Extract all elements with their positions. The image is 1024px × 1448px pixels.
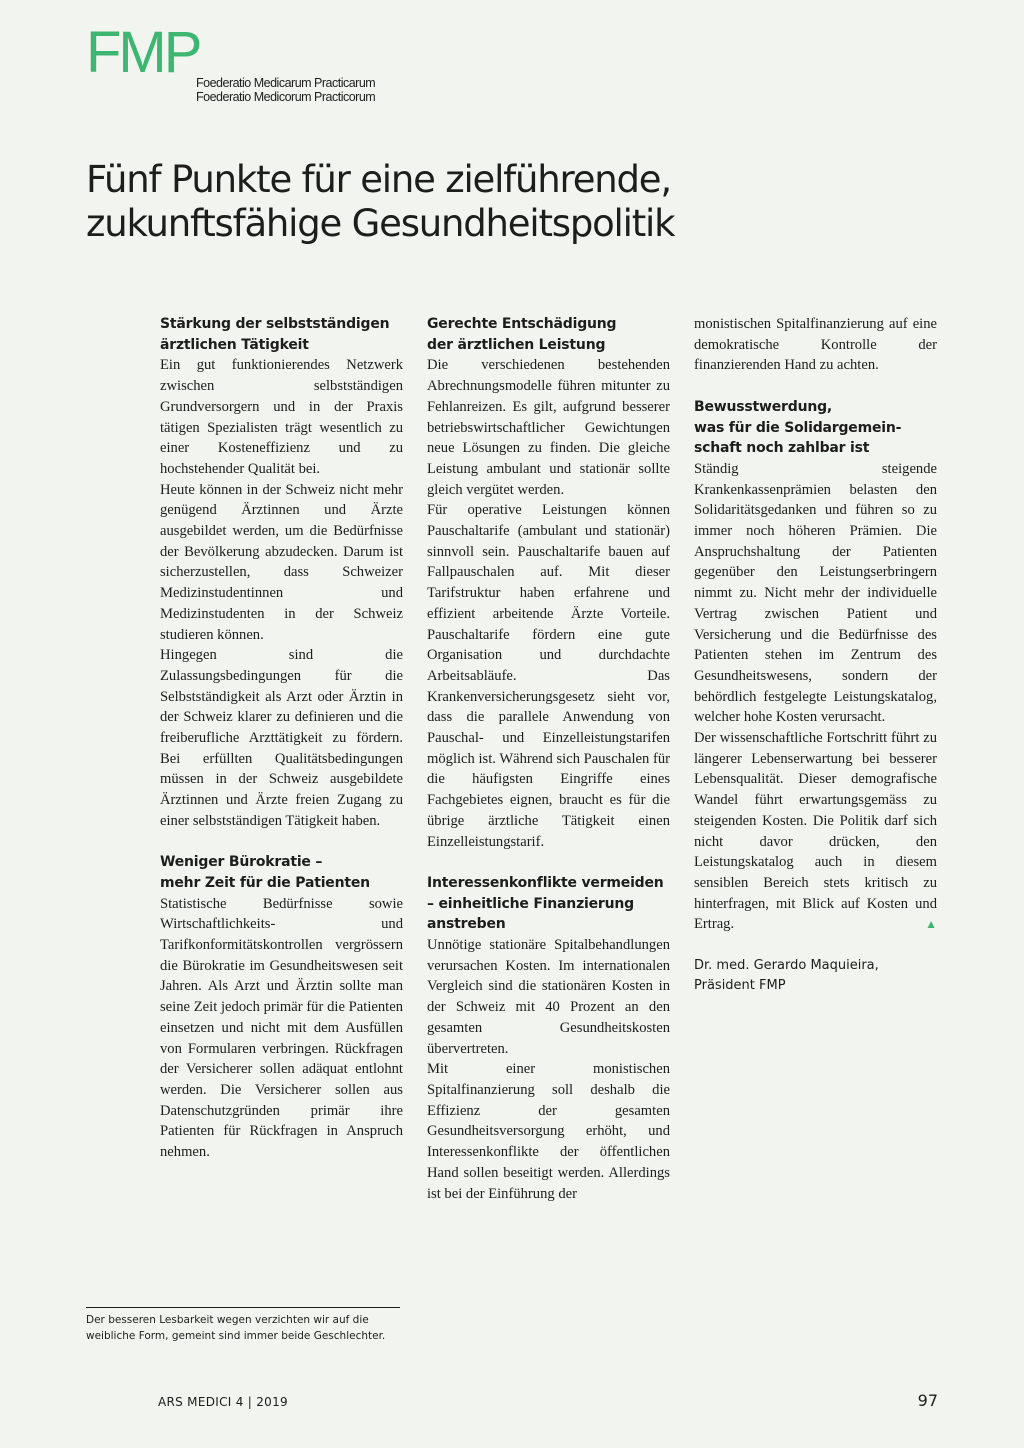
heading-line: Weniger Bürokratie – bbox=[160, 854, 323, 871]
title-line-2: zukunftsfähige Gesundheitspolitik bbox=[86, 202, 675, 245]
end-triangle-icon: ▲ bbox=[925, 917, 937, 932]
title-line-1: Fünf Punkte für eine zielführende, bbox=[86, 158, 671, 201]
heading-line: was für die Solidargemein- bbox=[694, 419, 902, 436]
paragraph: Statistische Bedürfnisse sowie Wirtschaftlichkeits- und Tarifkonformitätskontrollen vergrössern die Bürokratie im Gesundheitswesen seit Jahren. Als Arzt und Ärztin sollte man seine Zeit jedoch primär für die Patienten einsetzen und nicht mit dem Ausfüllen von Formularen verbringen. Rückfragen der Versicherer sollen adäquat entlohnt werden. Die Versicherer sollen aus Datenschutzgründen primär ihre Patienten für Rückfragen in Anspruch nehmen. bbox=[160, 895, 403, 1161]
heading-line: – einheitliche Finanzierung bbox=[427, 895, 634, 912]
section-heading bbox=[427, 314, 670, 355]
paragraph: Die verschiedenen bestehenden Abrechnungsmodelle führen mitunter zu Fehlanreizen. Es gilt, aufgrund besserer betriebswirtschaftlicher Gewichtungen neue Lösungen zu finden. Die gleiche Leistung ambulant und stationär sollte gleich vergütet werden. bbox=[427, 357, 670, 498]
heading-line: Bewusstwerdung, bbox=[694, 398, 833, 415]
heading-line: mehr Zeit für die Patienten bbox=[160, 874, 370, 891]
paragraph: Unnötige stationäre Spitalbehandlungen verursachen Kosten. Im internationalen Vergleich sind die stationären Kosten in der Schweiz mit 40 Prozent an den gesamten Gesundheitskosten übervertreten. bbox=[427, 937, 670, 1057]
paragraph: Ständig steigende Krankenkassenprämien belasten den Solidaritätsgedanken und führen so zu immer noch höheren Prämien. Die Anspruchshaltung der Patienten gegenüber den Leistungserbringern nimmt zu. Nicht mehr der individuelle Vertrag zwischen Patient und Versicherung und die Bedürfnisse des Patienten stehen im Zentrum des Gesundheitswesens, sondern der behördlich festgelegte Leistungskatalog, welcher hohe Kosten verursacht. bbox=[694, 460, 937, 726]
heading-line: schaft noch zahlbar ist bbox=[694, 440, 870, 457]
fmp-logo bbox=[86, 20, 406, 104]
page-title bbox=[86, 158, 946, 246]
section-heading bbox=[160, 852, 403, 893]
paragraph: Hingegen sind die Zulassungsbedingungen für die Selbstständigkeit als Arzt oder Ärztin in der Schweiz klarer zu definieren und die freiberufliche Arzttätigkeit zu fördern. Bei erfüllten Qualitätsbedingungen müssen in der Schweiz ausgebildete Ärztinnen und Ärzte freien Zugang zu einer selbstständigen Tätigkeit haben. bbox=[160, 647, 403, 829]
author-role: Präsident FMP bbox=[694, 978, 786, 994]
paragraph: monistischen Spitalfinanzierung auf eine demokratische Kontrolle der finanzierenden Hand zu achten. bbox=[694, 316, 937, 374]
paragraph: Heute können in der Schweiz nicht mehr genügend Ärztinnen und Ärzte ausgebildet werden, um die Bedürfnisse der Bevölkerung abzudecken. Darum ist sicherzustellen, dass Schweizer Medizinstudentinnen und Medizinstudenten in der Schweiz studieren können. bbox=[160, 481, 403, 643]
page-number: 97 bbox=[917, 1391, 938, 1410]
section-heading bbox=[427, 873, 670, 935]
paragraph bbox=[694, 728, 937, 935]
section-heading bbox=[160, 314, 403, 355]
author-name: Dr. med. Gerardo Maquieira, bbox=[694, 957, 879, 973]
footnote: Der besseren Lesbarkeit wegen verzichten wir auf die weibliche Form, gemeint sind immer beide Geschlechter. bbox=[86, 1314, 386, 1342]
heading-line: Gerechte Entschädigung bbox=[427, 316, 617, 332]
heading-line: anstreben bbox=[427, 916, 506, 933]
column-3 bbox=[694, 314, 937, 997]
paragraph: Mit einer monistischen Spitalfinanzierung soll deshalb die Effizienz der gesamten Gesundheitsversorgung erhöht, und Interessenkonflikte der öffentlichen Hand sollen beseitigt werden. Allerdings ist bei der Einführung der bbox=[427, 1061, 670, 1202]
heading-line: Stärkung der selbstständigen bbox=[160, 316, 390, 332]
logo-mark: FMP bbox=[86, 20, 200, 85]
column-1 bbox=[160, 314, 403, 1163]
column-2 bbox=[427, 314, 670, 1204]
heading-line: der ärztlichen Leistung bbox=[427, 336, 606, 353]
logo-line-2: Foederatio Medicorum Practicorum bbox=[196, 90, 376, 104]
footnote-divider bbox=[86, 1307, 400, 1308]
section-heading bbox=[694, 397, 937, 459]
paragraph: Ein gut funktionierendes Netzwerk zwischen selbstständigen Grundversorgern und in der Praxis tätigen Spezialisten trägt wesentlich zu einer Kosteneffizienz und zu hochstehender Qualität bei. bbox=[160, 357, 403, 477]
paragraph: Für operative Leistungen können Pauschaltarife (ambulant und stationär) sinnvoll sein. Pauschaltarife bauen auf Fallpauschalen auf. Mit dieser Tarifstruktur haben erfahrene und effizient arbeitende Ärzte Vorteile. Pauschaltarife fördern eine gute Organisation und durchdachte Arbeitsabläufe. Das Krankenversicherungsgesetz sieht vor, dass die parallele Anwendung von Pauschal- und Einzelleistungstarifen möglich ist. Während sich Pauschalen für die häufigsten Eingriffe eines Fachgebietes eignen, braucht es für die übrige ärztliche Tätigkeit einen Einzelleistungstarif. bbox=[427, 502, 670, 850]
journal-issue: ARS MEDICI 4 | 2019 bbox=[158, 1395, 288, 1409]
heading-line: Interessenkonflikte vermeiden bbox=[427, 874, 664, 891]
paragraph-text: Der wissenschaftliche Fortschritt führt zu längerer Lebenserwartung bei besserer Lebensqualität. Dieser demografische Wandel führt erwartungsgemäss zu steigenden Kosten. Die Politik darf sich nicht davor drücken, den Leistungskatalog auch in diesem sensiblen Bereich stets kritisch zu hinterfragen, mit Blick auf Kosten und Ertrag. bbox=[694, 730, 937, 933]
heading-line: ärztlichen Tätigkeit bbox=[160, 336, 309, 353]
logo-line-1: Foederatio Medicarum Practicarum bbox=[196, 76, 376, 90]
logo-subtitle bbox=[196, 76, 375, 104]
